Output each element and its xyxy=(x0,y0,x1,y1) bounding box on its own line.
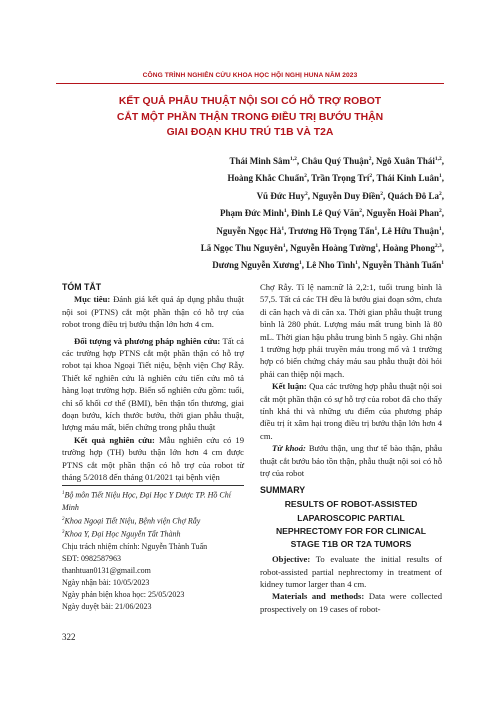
summary-english xyxy=(260,484,442,615)
footnotes xyxy=(62,488,244,613)
author-affiliation-mark: 1 xyxy=(374,225,378,232)
title-line-1: KẾT QUẢ PHẪU THUẬT NỘI SOI CÓ HỖ TRỢ ROBOT xyxy=(118,96,382,107)
author-name: Nguyễn Thành Tuấn xyxy=(362,260,442,271)
email: thanhtuan0131@gmail.com xyxy=(62,565,151,575)
received-date: Ngày nhận bài: 10/05/2023 xyxy=(62,577,150,587)
affiliation-2: $^2$Khoa Ngoại Tiết Niệu, Bệnh viện Chợ Rẫy xyxy=(62,516,201,526)
author-affiliation-mark: 2 xyxy=(380,190,383,197)
author-name: Thái Kinh Luân xyxy=(376,173,439,184)
author-name: Thái Minh Sâm xyxy=(229,156,291,166)
abstract-keywords: Từ khoá: Bướu thận, ung thư tế bào thận, phẫu thuật cắt bướu bảo tồn thận, phẫu thuật nội soi có hỗ trợ của robot xyxy=(260,443,442,479)
author-name: Quách Đô La xyxy=(387,190,439,201)
author-affiliation-mark: 1 xyxy=(439,173,442,180)
abstract-heading: TÓM TẮT xyxy=(62,282,102,292)
summary-methods: Materials and methods: Data were collected prospectively on 19 cases of robot- xyxy=(260,591,442,614)
page-number: 322 xyxy=(62,632,76,642)
title-line-2: CẮT MỘT PHẦN THẬN TRONG ĐIỀU TRỊ BƯỚU THẬN xyxy=(116,111,384,123)
author-affiliation-mark: 2 xyxy=(439,208,442,215)
author-line: Vũ Đức Huy$^2$, Nguyễn Duy Điền$^2$, Quách Đô La$^2$, xyxy=(256,190,444,201)
author-name: Lã Ngọc Thu Nguyên xyxy=(200,243,283,254)
author-line: Nguyễn Ngọc $Hà^1$, Trương Hồ Trọng Tấn$^1$, Lê Hữu Thuận$^1$, xyxy=(216,225,444,236)
author-line: Phạm Đức Minh$^1$, Đinh Lê Quý Văn$^2$, Nguyễn Hoài Phan$^2$, xyxy=(219,208,444,219)
author-list xyxy=(150,152,444,274)
author-affiliation-mark: 1 xyxy=(355,260,358,267)
author-name: Đinh Lê Quý Văn xyxy=(291,208,360,219)
author-affiliation-mark: 1 xyxy=(281,225,285,232)
author-affiliation-mark: 1 xyxy=(299,260,302,267)
review-date: Ngày phản biện khoa học: 25/05/2023 xyxy=(62,589,185,599)
author-affiliation-mark: 1 xyxy=(283,208,287,215)
author-affiliation-mark: 2 xyxy=(368,156,372,162)
author-name: Nguyễn Duy Điền xyxy=(312,190,381,201)
author-name: Lê Hữu Thuận xyxy=(381,225,439,236)
author-name: Trần Trọng Trí xyxy=(311,173,370,184)
abstract-objective: Mục tiêu: Đánh giá kết quả áp dụng phẫu thuật nội soi (PTNS) cắt một phần thận có hỗ trợ của robot trong điều trị bướu thận lớn hơn 4 cm. xyxy=(62,294,244,330)
affiliation-1: $^1$Bộ môn Tiết Niệu Học, Đại Học Y Dược TP. Hồ Chí Minh xyxy=(62,490,231,512)
corresponding-author: Chịu trách nhiệm chính: Nguyễn Thành Tuấn xyxy=(62,541,208,551)
author-line: Dương Nguyễn Xương$^1$, Lê Nho Tình$^1$, Nguyễn Thành Tuấn$^1$ xyxy=(212,260,444,271)
author-affiliation-mark: 1,2 xyxy=(290,156,297,162)
author-name: Dương Nguyễn Xương xyxy=(212,260,299,271)
summary-title: RESULTS OF ROBOT-ASSISTED LAPAROSCOPIC PARTIAL NEPHRECTOMY FOR FOR CLINICAL STAGE T1B OR T2A TUMORS xyxy=(275,499,427,550)
author-name: Trương Hồ Trọng Tấn xyxy=(288,225,375,236)
author-name: Nguyễn Hoài Phan xyxy=(366,208,439,219)
abstract-conclusion: Kết luận: Qua các trường hợp phẫu thuật nội soi cắt một phần thận có sự hỗ trợ của robot đã cho thấy tính khả thi và những ưu điểm của phương pháp điều trị ít xâm hại trong điều trị bướu thận lớn hơn 4 cm. xyxy=(260,381,442,441)
abstract-methods: Đối tượng và phương pháp nghiên cứu: Tất cả các trường hợp PTNS cắt một phần thận có hỗ trợ robot tại khoa Ngoại Tiết niệu, bệnh viện Chợ Rẫy. Thiết kế nghiên cứu là nghiên cứu tiến cứu mô tả hàng loạt trường hợp. Biến số nghiên cứu gồm: tuổi, chỉ số khối cơ thể (BMI), bên thận tổn thương, giai đoạn bướu, kích thước bướu, thời gian phẫu thuật, lượng máu mất, biến chứng trong phẫu thuật xyxy=(62,335,244,433)
author-name: Phạm Đức Minh xyxy=(219,208,284,219)
author-affiliation-mark: 2 xyxy=(304,173,307,180)
abstract-vietnamese xyxy=(62,281,244,484)
author-line: Lã Ngọc Thu Nguyên$^1$, Nguyễn Hoàng Tường$^1$, Hoàng Phong$^{2,3}$, xyxy=(200,243,444,254)
conference-header: CÔNG TRÌNH NGHIÊN CỨU KHOA HỌC HỘI NGHỊ HUNA NĂM 2023 xyxy=(142,72,358,79)
author-name: Ngô Xuân Thái xyxy=(376,156,435,166)
author-name: Hoàng Khắc Chuẩn xyxy=(227,173,305,184)
title-line-3: GIAI ĐOẠN KHU TRÚ T1B VÀ T2A xyxy=(166,127,334,138)
author-affiliation-mark: 2 xyxy=(359,208,362,215)
author-line: Thái Minh Sâm$^{1,2}$, Châu Quý Thuận$^2$, Ngô Xuân Thái$^{1,2}$, xyxy=(229,156,444,166)
author-name: Hoàng Phong xyxy=(382,243,435,254)
author-affiliation-mark: 1 xyxy=(441,260,444,267)
author-name: Nguyễn Hoàng Tường xyxy=(290,243,376,254)
author-affiliation-mark: 1,2 xyxy=(434,156,442,162)
author-name: Nguyễn Ngọc Hà xyxy=(216,225,282,236)
author-affiliation-mark: 1 xyxy=(282,243,286,250)
abstract-results-continued: Chợ Rẫy. Tỉ lệ nam:nữ là 2,2:1, tuổi trung bình là 57,5. Tất cả các TH đều là bướu giai đoạn sớm, chưa di căn hạch và di căn xa. Thời gian phẫu thuật trung bình là 280 phút. Lượng máu mất trung bình là 80 mL. Thời gian hậu phẫu trung bình 5 ngày. Ghi nhận 1 trường hợp phải truyền máu trong mổ và 1 trường hợp có biến chứng chảy máu sau phẫu thuật đòi hỏi phải can thiệp nội mạch. xyxy=(260,282,442,379)
abstract-results: Kết quả nghiên cứu: Mẫu nghiên cứu có 19 trường hợp (TH) bướu thận lớn hơn 4 cm được PTNS cắt một phần thận có hỗ trợ của robot từ tháng 5/2018 đến tháng 01/2021 tại bệnh viện xyxy=(62,434,244,483)
summary-objective: Objective: To evaluate the initial results of robot-assisted partial nephrectomy in treatment of kidney tumor larger than 4 cm. xyxy=(260,554,442,590)
phone: SĐT: 0982587963 xyxy=(62,553,121,563)
footnote-divider xyxy=(62,485,244,486)
author-line: Hoàng Khắc Chuẩn$^2$, Trần Trọng Trí$^2$, Thái Kinh Luân$^1$, xyxy=(227,173,444,184)
author-affiliation-mark: 1 xyxy=(439,225,442,232)
author-name: Châu Quý Thuận xyxy=(301,156,369,166)
paper-title xyxy=(60,94,440,141)
author-affiliation-mark: 2 xyxy=(304,190,308,197)
summary-heading: SUMMARY xyxy=(260,485,306,495)
author-affiliation-mark: 2,3 xyxy=(434,243,442,250)
accepted-date: Ngày duyệt bài: 21/06/2023 xyxy=(62,601,152,611)
author-name: Lê Nho Tình xyxy=(306,260,356,271)
header-divider xyxy=(56,83,444,84)
abstract-continued xyxy=(260,281,442,480)
author-name: Vũ Đức Huy xyxy=(256,190,305,201)
affiliation-3: $^3$Khoa Y, Đại Học Nguyễn Tất Thành xyxy=(62,529,181,539)
author-affiliation-mark: 2 xyxy=(439,190,442,197)
author-affiliation-mark: 2 xyxy=(369,173,373,180)
author-affiliation-mark: 1 xyxy=(375,243,379,250)
